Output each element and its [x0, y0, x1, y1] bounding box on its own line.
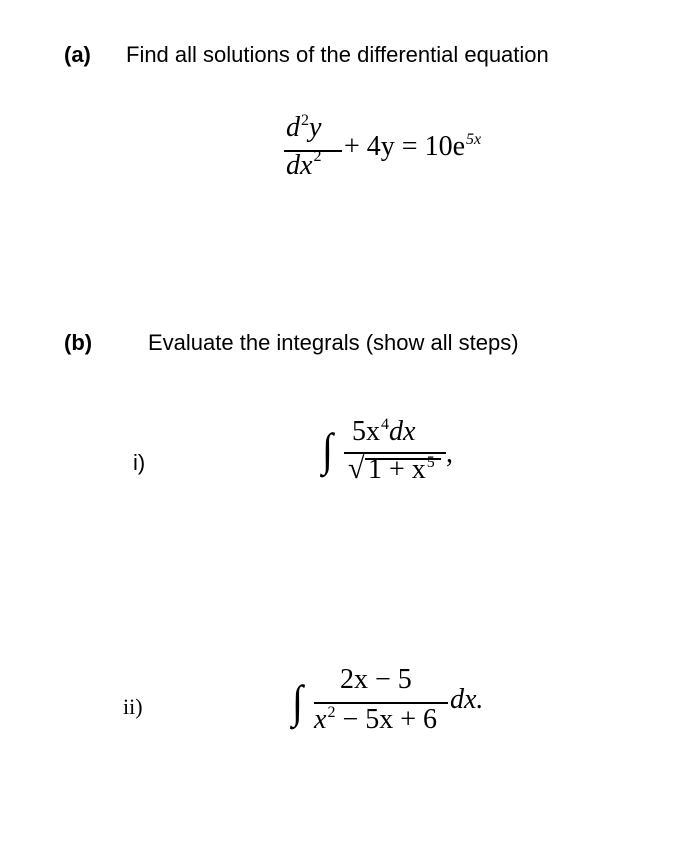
- eq-a-dx: dx: [286, 150, 313, 181]
- eq-a-den-exp: 2: [313, 148, 322, 165]
- eq-a-d: d: [286, 112, 300, 143]
- integral-sign-icon: ∫: [292, 675, 303, 728]
- eq-a-rhs-exp: 5x: [466, 131, 482, 148]
- integral-i-den: 1 + x: [368, 454, 426, 485]
- part-a-prompt: Find all solutions of the differential equation: [126, 42, 549, 67]
- eq-a-rhs: + 4y = 10e: [344, 131, 466, 162]
- integral-i: [322, 416, 472, 506]
- integral-i-label: i): [133, 450, 146, 475]
- integral-ii-label: ii): [123, 694, 143, 719]
- part-b-prompt: Evaluate the integrals (show all steps): [148, 330, 519, 355]
- part-a-label: (a): [64, 42, 91, 67]
- eq-a-num-exp: 2: [301, 112, 309, 129]
- eq-a-y: y: [309, 112, 322, 143]
- integral-ii-num: 2x − 5: [340, 664, 412, 695]
- differential-equation: [286, 112, 526, 202]
- integral-i-den-exp: 5: [426, 454, 435, 471]
- integral-ii: [292, 664, 502, 754]
- integral-sign-icon: ∫: [322, 423, 333, 476]
- integral-i-num-exp: 4: [381, 416, 389, 433]
- integral-i-dx: dx: [389, 416, 416, 447]
- integral-ii-den-x: x: [314, 704, 327, 735]
- integral-i-comma: ,: [446, 438, 453, 469]
- integral-ii-den-rest: − 5x + 6: [342, 704, 438, 735]
- integral-i-coef: 5x: [352, 416, 380, 447]
- radical-icon: √: [348, 452, 365, 485]
- integral-ii-den-exp: 2: [327, 704, 336, 721]
- integral-ii-dx: dx.: [450, 684, 484, 715]
- part-b-label: (b): [64, 330, 93, 355]
